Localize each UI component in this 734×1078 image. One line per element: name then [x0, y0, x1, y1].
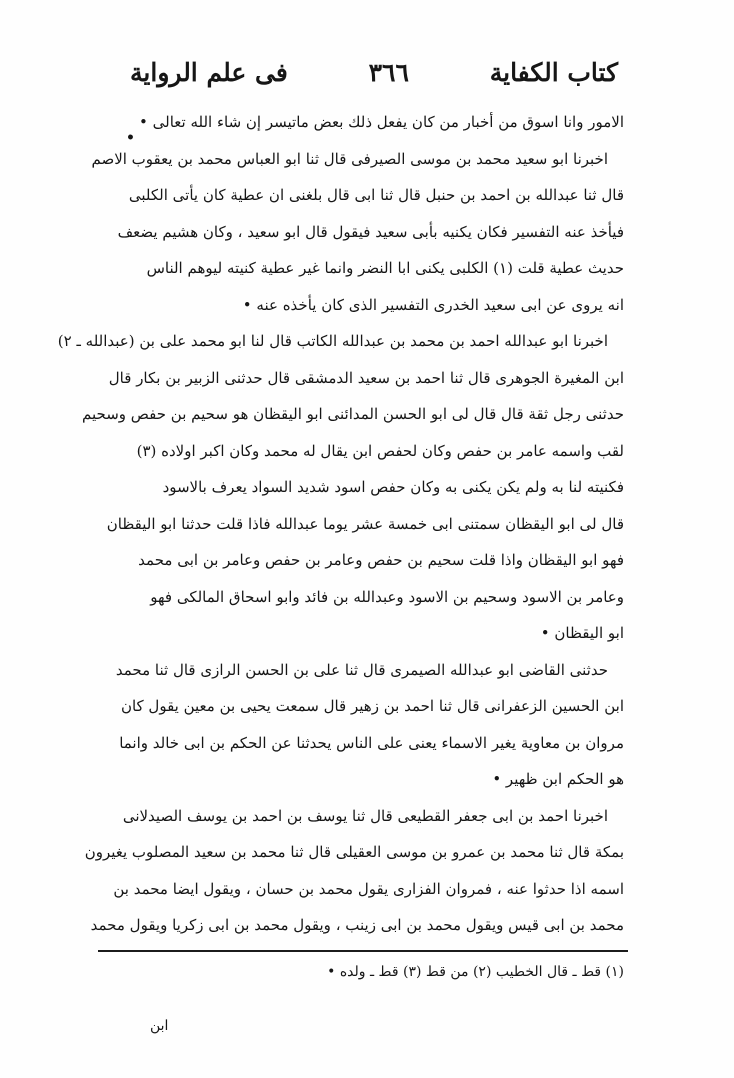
footnote: (١) قط ـ قال الخطيب (٢) من قط (٣) قط ـ ولده • — [327, 964, 624, 980]
text-line: اخبرنا ابو عبدالله احمد بن محمد بن عبدالله الكاتب قال لنا ابو محمد على بن (عبدالله ـ ٢) — [57, 332, 608, 350]
text-line: فيأخذ عنه التفسير فكان يكنيه بأبى سعيد فيقول قال ابو سعيد ، وكان هشيم يضعف — [117, 222, 624, 241]
book-title: كتاب الكفاية — [489, 57, 618, 87]
page-number: ٣٦٦ — [368, 57, 409, 87]
text-line: وعامر بن الاسود وسحيم بن الاسود وعبدالله بن فائد وابو اسحاق المالكى فهو — [150, 587, 624, 606]
text-line: فكنيته لنا به ولم يكن يكنى به وكان حفص اسود شديد السواد يعرف بالاسود — [162, 478, 624, 496]
text-line: الامور وانا اسوق من أخبار من كان يفعل ذلك بعض ماتيسر إن شاء الله تعالى • — [139, 113, 624, 131]
body-text — [57, 104, 624, 944]
text-line: بمكة قال ثنا محمد بن عمرو بن موسى العقيلى قال ثنا محمد بن سعيد المصلوب يغيرون — [84, 843, 624, 861]
text-line: اسمه اذا حدثوا عنه ، فمروان الفزارى يقول محمد بن حسان ، ويقول ايضا محمد بن — [113, 879, 624, 898]
text-line: ابن المغيرة الجوهرى قال ثنا احمد بن سعيد الدمشقى قال حدثنى الزبير بن بكار قال — [108, 368, 624, 387]
text-line: لقب واسمه عامر بن حفص وكان لحفص ابن يقال له محمد وكان اكبر اولاده (٣) — [136, 441, 624, 460]
page-header — [130, 50, 618, 94]
text-line: قال لى ابو اليقظان سمتنى ابى خمسة عشر يوما عبدالله فاذا قلت حدثنا ابو اليقظان — [106, 514, 624, 533]
margin-mark: • — [126, 130, 135, 146]
footnote-divider — [98, 950, 628, 952]
section-title: فى علم الرواية — [130, 57, 288, 87]
text-line: اخبرنا احمد بن ابى جعفر القطيعى قال ثنا يوسف بن احمد بن يوسف الصيدلانى — [122, 806, 608, 825]
text-line: ابو اليقظان • — [540, 624, 624, 642]
text-line: حدثنى القاضى ابو عبدالله الصيمرى قال ثنا على بن الحسن الرازى قال ثنا محمد — [115, 660, 608, 679]
text-line: حديث عطية قلت (١) الكلبى يكنى ابا النضر وانما غير عطية كنيته ليوهم الناس — [146, 259, 624, 277]
text-line: مروان بن معاوية يغير الاسماء يعنى على الناس يحدثنا عن الحكم بن ابى خالد وانما — [119, 733, 624, 752]
text-line: ابن الحسين الزعفرانى قال ثنا احمد بن زهير قال سمعت يحيى بن معين يقول كان — [120, 697, 624, 715]
text-line: حدثنى رجل ثقة قال قال لى ابو الحسن المدائنى ابو اليقظان هو سحيم بن حفص وسحيم — [82, 405, 624, 423]
text-line: اخبرنا ابو سعيد محمد بن موسى الصيرفى قال ثنا ابو العباس محمد بن يعقوب الاصم — [91, 149, 608, 168]
text-line: انه يروى عن ابى سعيد الخدرى التفسير الذى كان يأخذه عنه • — [242, 295, 624, 314]
text-line: محمد بن ابى قيس ويقول محمد بن ابى زينب ، ويقول محمد بن ابى زكريا ويقول محمد — [90, 916, 624, 934]
text-line: قال ثنا عبدالله بن احمد بن حنبل قال ثنا ابى قال بلغنى ان عطية كان يأتى الكلبى — [128, 186, 624, 204]
text-line: هو الحكم ابن ظهير • — [492, 770, 624, 788]
catchword: ابن — [150, 1018, 169, 1034]
text-line: فهو ابو اليقظان واذا قلت سحيم بن حفص وعامر بن حفص وعامر بن ابى محمد — [138, 551, 624, 569]
